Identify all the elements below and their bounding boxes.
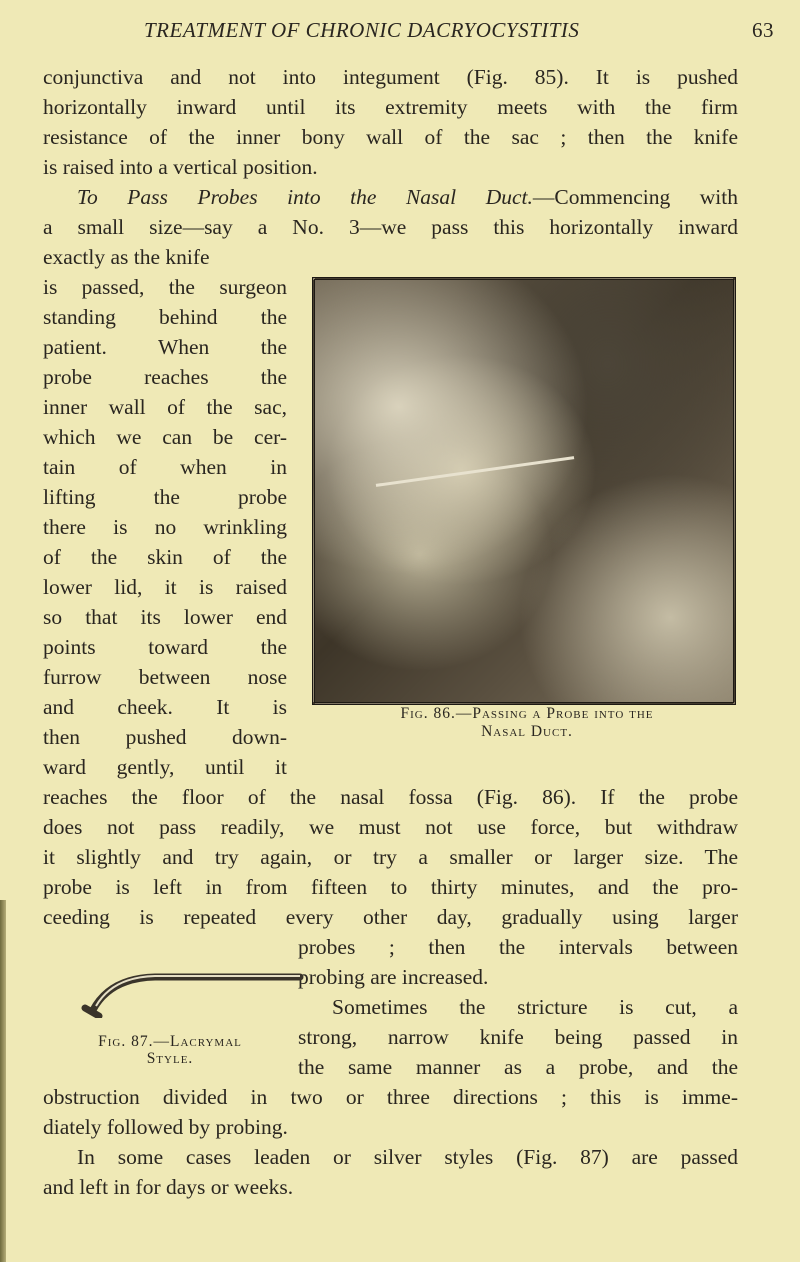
page-binding-edge xyxy=(0,900,6,1262)
text-line: ceeding is repeated every other day, gradually using larger xyxy=(43,905,738,929)
text-line: inner wall of the sac, xyxy=(43,395,287,419)
text-line: tain of when in xyxy=(43,455,287,479)
text-line: furrow between nose xyxy=(43,665,287,689)
paragraph-2-wrap-right xyxy=(298,932,738,992)
text-line: reaches the floor of the nasal fossa (Fig. 86). If the probe xyxy=(43,785,738,809)
running-head xyxy=(144,18,784,43)
text-line: patient. When the xyxy=(43,335,287,359)
text-line: the same manner as a probe, and the xyxy=(298,1055,738,1079)
paragraph-3-wrap-right xyxy=(298,992,738,1082)
text-line: points toward the xyxy=(43,635,287,659)
probe-icon xyxy=(376,456,574,487)
text-line: ward gently, until it xyxy=(43,755,287,779)
text-line: so that its lower end xyxy=(43,605,287,629)
text-line: strong, narrow knife being passed in xyxy=(298,1025,738,1049)
caption-line: Fig. 86.—Passing a Probe into the xyxy=(400,705,654,722)
text-line: conjunctiva and not into integument (Fig. 85). It is pushed xyxy=(43,65,738,89)
text-line: standing behind the xyxy=(43,305,287,329)
running-head-title: TREATMENT OF CHRONIC DACRYOCYSTITIS xyxy=(144,18,580,42)
caption-line: Fig. 87.—Lacrymal xyxy=(98,1033,242,1050)
text-line: resistance of the inner bony wall of the sac ; then the knife xyxy=(43,125,738,149)
text-line: probing are increased. xyxy=(298,965,489,989)
paragraph-4 xyxy=(43,1142,738,1202)
text-line: then pushed down- xyxy=(43,725,287,749)
figure-87-caption xyxy=(30,1033,310,1067)
text-line: of the skin of the xyxy=(43,545,287,569)
text-line: does not pass readily, we must not use force, but withdraw xyxy=(43,815,738,839)
text-line: is passed, the surgeon xyxy=(43,275,287,299)
section-heading-italic: To Pass Probes into the Nasal Duct. xyxy=(77,185,533,209)
paragraph-3-continuation xyxy=(43,1082,738,1142)
text-line: To Pass Probes into the Nasal Duct.—Commencing with xyxy=(77,185,738,209)
lacrymal-style-icon xyxy=(55,970,305,1018)
text-line: probe reaches the xyxy=(43,365,287,389)
text-line: diately followed by probing. xyxy=(43,1115,288,1139)
text-line: Sometimes the stricture is cut, a xyxy=(332,995,738,1019)
figure-86-caption xyxy=(312,705,742,741)
paragraph-2-opening xyxy=(43,182,738,242)
text-line: horizontally inward until its extremity meets with the firm xyxy=(43,95,738,119)
text-line: which we can be cer- xyxy=(43,425,287,449)
text-line: obstruction divided in two or three directions ; this is imme- xyxy=(43,1085,738,1109)
paragraph-2-continuation xyxy=(43,782,738,932)
text-line: and left in for days or weeks. xyxy=(43,1175,294,1199)
text-line: In some cases leaden or silver styles (Fig. 87) are passed xyxy=(77,1145,738,1169)
text-line: exactly as the knife xyxy=(43,245,210,269)
caption-line: Style. xyxy=(146,1050,194,1067)
text-line: and cheek. It is xyxy=(43,695,287,719)
caption-line: Nasal Duct. xyxy=(481,723,573,740)
text-line: probes ; then the intervals between xyxy=(298,935,738,959)
paragraph-1 xyxy=(43,62,738,182)
paragraph-2-wrap-column xyxy=(43,242,287,782)
text-line: a small size—say a No. 3—we pass this horizontally inward xyxy=(43,215,738,239)
text-line: lower lid, it is raised xyxy=(43,575,287,599)
page-number: 63 xyxy=(752,18,774,42)
figure-86-photograph xyxy=(312,277,736,705)
text-line: is raised into a vertical position. xyxy=(43,155,318,179)
text-line: lifting the probe xyxy=(43,485,287,509)
text-line: it slightly and try again, or try a smaller or larger size. The xyxy=(43,845,738,869)
text-line: there is no wrinkling xyxy=(43,515,287,539)
text-line: probe is left in from fifteen to thirty minutes, and the pro- xyxy=(43,875,738,899)
